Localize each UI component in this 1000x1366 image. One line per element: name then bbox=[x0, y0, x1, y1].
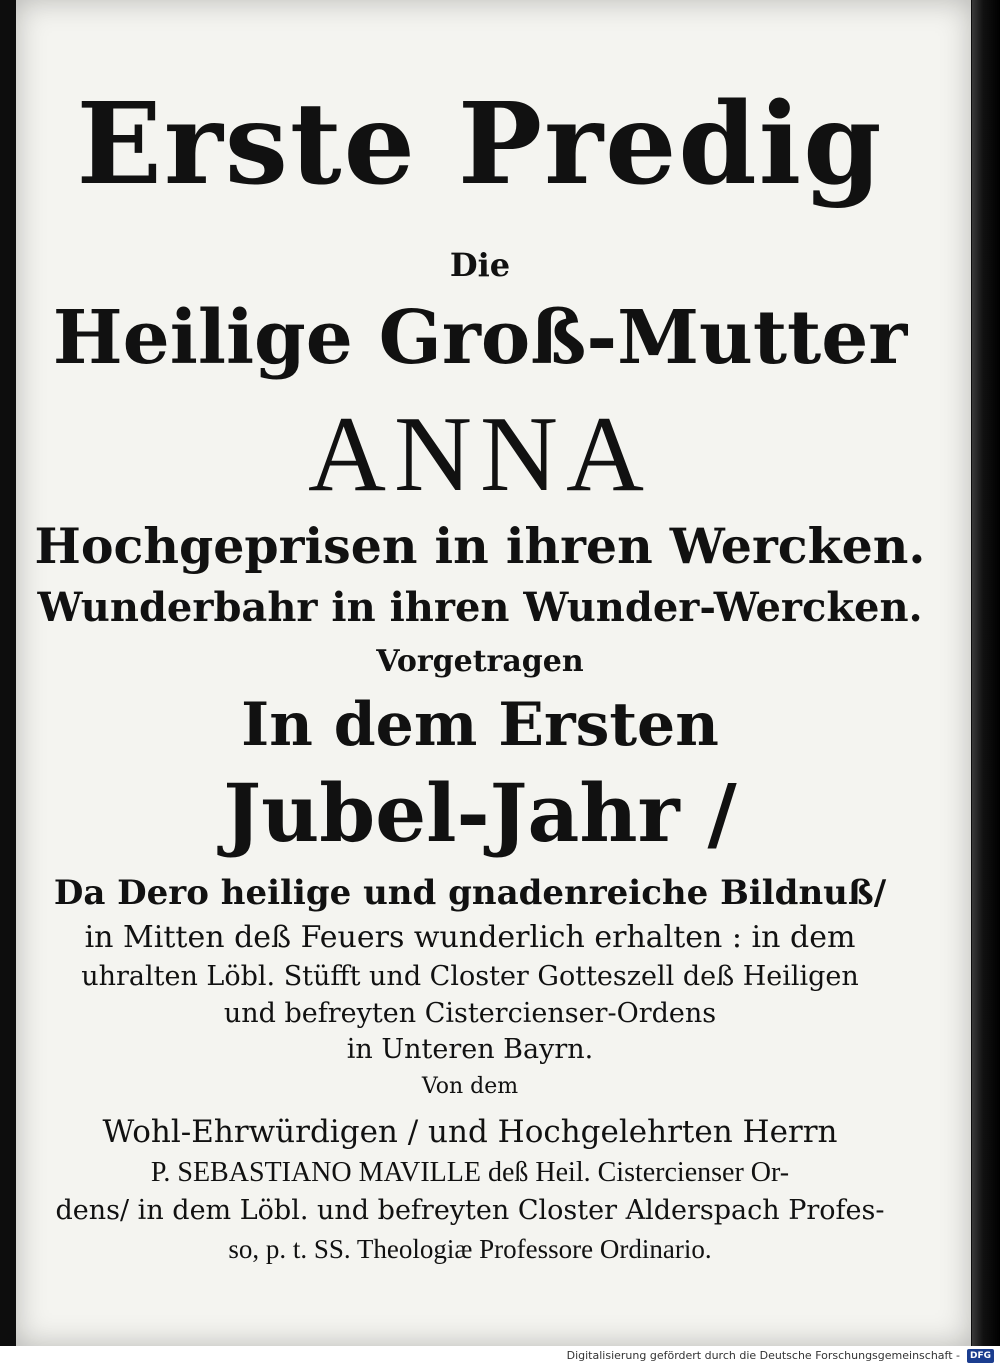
subtitle-wunderbahr: Wunderbahr in ihren Wunder-Wercken. bbox=[37, 584, 923, 631]
heading-in-dem-ersten: In dem Ersten bbox=[241, 690, 719, 760]
body-line: so, p. t. SS. Theologiæ Professore Ordinario. bbox=[228, 1234, 712, 1264]
body-line: und befreyten Cistercienser-Ordens bbox=[223, 998, 717, 1029]
heading-jubel-jahr: Jubel-Jahr / bbox=[223, 766, 737, 860]
body-line: dens/ in dem Löbl. und befreyten Closter Alderspach Profes- bbox=[55, 1195, 885, 1226]
body-line: Von dem bbox=[421, 1074, 519, 1099]
heading-erste-predig: Erste Predig bbox=[76, 79, 884, 210]
body-line: in Unteren Bayrn. bbox=[346, 1034, 594, 1065]
body-line: Da Dero heilige und gnadenreiche Bildnuß/ bbox=[53, 873, 887, 913]
body-line: in Mitten deß Feuers wunderlich erhalten : in dem bbox=[84, 920, 856, 955]
body-line: Wohl-Ehrwürdigen / und Hochgelehrten Herrn bbox=[102, 1114, 838, 1150]
dfg-logo: DFG bbox=[967, 1349, 994, 1363]
heading-heilige-gross-mutter: Heilige Groß-Mutter bbox=[52, 295, 908, 381]
book-edge bbox=[972, 0, 1000, 1346]
body-text bbox=[50, 868, 890, 1268]
body-line: uhralten Löbl. Stüfft und Closter Gotteszell deß Heiligen bbox=[81, 961, 859, 992]
text-vorgetragen: Vorgetragen bbox=[376, 644, 584, 679]
heading-anna: ANNA bbox=[308, 395, 652, 514]
subtitle-hochgeprisen: Hochgeprisen in ihren Wercken. bbox=[34, 517, 926, 575]
body-line: P. SEBASTIANO MAVILLE deß Heil. Cistercienser Or- bbox=[150, 1157, 790, 1188]
digitization-credit: Digitalisierung gefördert durch die Deutsche Forschungsgemeinschaft - bbox=[0, 1346, 1000, 1366]
heading-die: Die bbox=[449, 246, 511, 284]
